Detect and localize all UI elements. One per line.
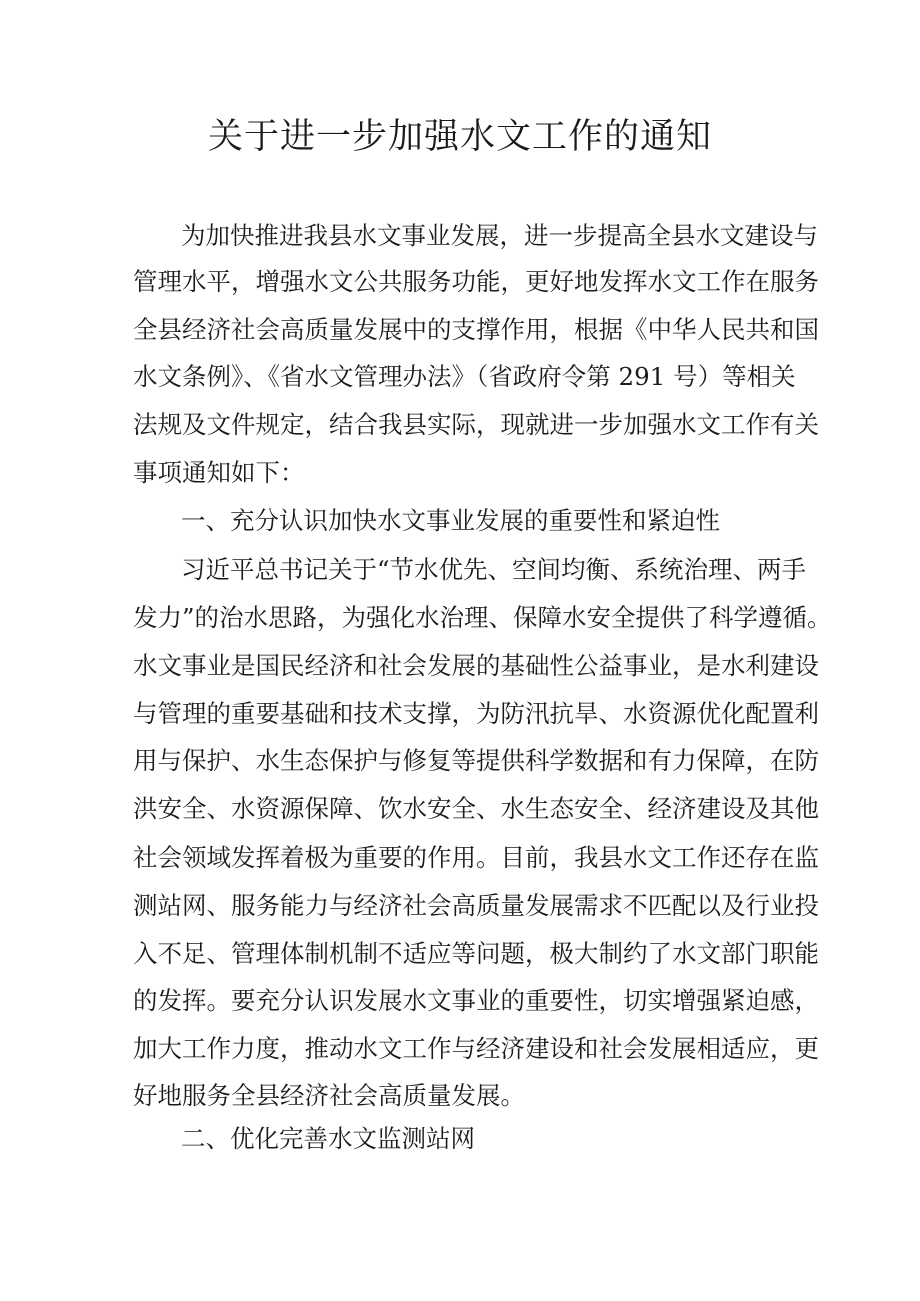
- paragraph-line: 为加快推进我县水文事业发展，进一步提高全县水文建设与: [181, 221, 818, 250]
- paragraph-line: 洪安全、水资源保障、饮水安全、水生态安全、经济建设及其他: [133, 794, 819, 823]
- paragraph-line: 管理水平，增强水文公共服务功能，更好地发挥水文工作在服务: [133, 267, 819, 296]
- document-title: 关于进一步加强水文工作的通知: [207, 117, 712, 157]
- paragraph-line: 测站网、服务能力与经济社会高质量发展需求不匹配以及行业投: [133, 891, 819, 920]
- paragraph-line: 的发挥。要充分认识发展水文事业的重要性，切实增强紧迫感，: [133, 986, 819, 1015]
- paragraph-line: 好地服务全县经济社会高质量发展。: [133, 1081, 525, 1110]
- paragraph-line: 社会领域发挥着极为重要的作用。目前，我县水文工作还存在监: [133, 843, 819, 872]
- section-heading: 二、优化完善水文监测站网: [181, 1124, 475, 1153]
- paragraph-line: 发力”的治水思路，为强化水治理、保障水安全提供了科学遵循。: [133, 603, 832, 632]
- paragraph-line: 事项通知如下：: [133, 458, 305, 487]
- paragraph-line: 入不足、管理体制机制不适应等问题，极大制约了水文部门职能: [133, 939, 819, 968]
- paragraph-line: 水文事业是国民经济和社会发展的基础性公益事业，是水利建设: [133, 651, 819, 680]
- paragraph-line: 法规及文件规定，结合我县实际，现就进一步加强水文工作有关: [133, 410, 819, 439]
- paragraph-line: 与管理的重要基础和技术支撑，为防汛抗旱、水资源优化配置利: [133, 699, 819, 728]
- paragraph-line: 用与保护、水生态保护与修复等提供科学数据和有力保障，在防: [133, 746, 819, 775]
- paragraph-line: 水文条例》、《省水文管理办法》（省政府令第 291 号）等相关: [133, 362, 796, 391]
- paragraph-line: 习近平总书记关于“节水优先、空间均衡、系统治理、两手: [181, 555, 807, 584]
- paragraph-line: 加大工作力度，推动水文工作与经济建设和社会发展相适应，更: [133, 1034, 819, 1063]
- paragraph-line: 全县经济社会高质量发展中的支撑作用，根据《中华人民共和国: [133, 315, 819, 344]
- section-heading: 一、充分认识加快水文事业发展的重要性和紧迫性: [181, 506, 720, 535]
